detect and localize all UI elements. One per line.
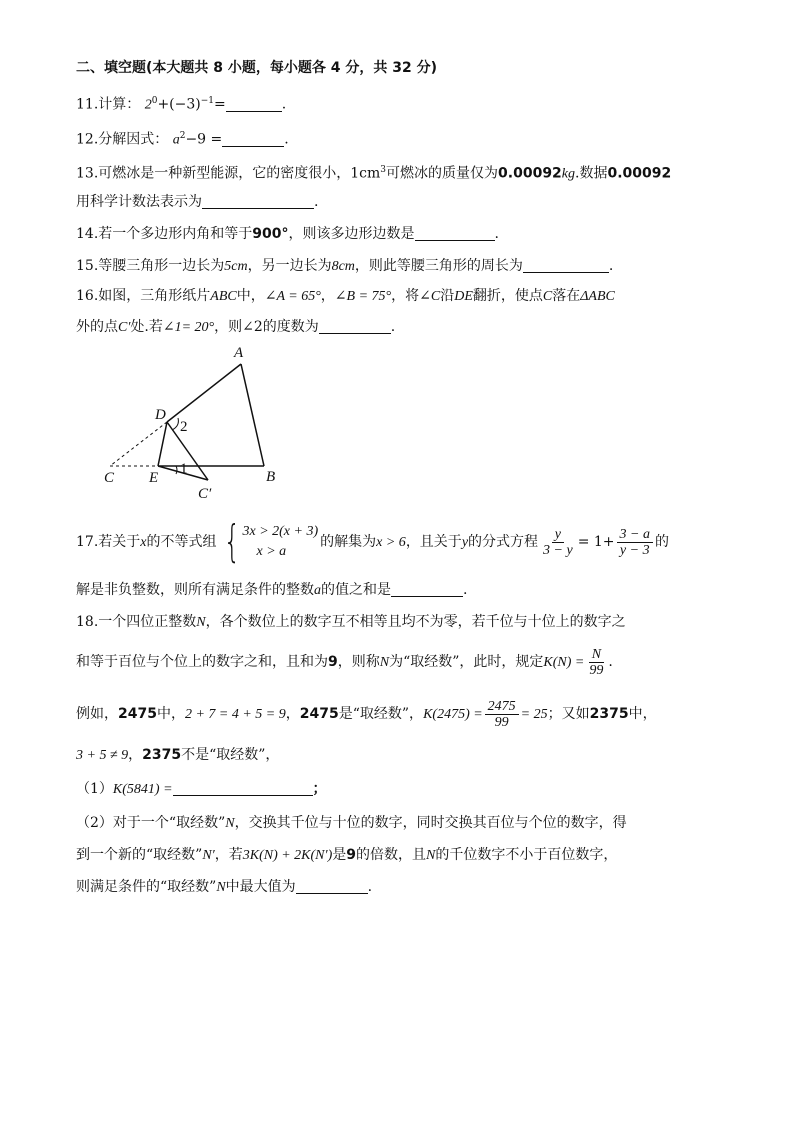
question-16-line2: 外的点C′处.若∠1= 20°，则∠2的度数为 . — [76, 319, 396, 335]
answer-blank-18-2[interactable] — [296, 879, 368, 894]
question-13: 13.可燃冰是一种新型能源，它的密度很小，$1cm^3$可燃冰的质量仅为0.00092kg.数据0.00092 — [76, 165, 672, 182]
question-15: 15.等腰三角形一边长为5cm，另一边长为8cm，则此等腰三角形的周长为 . — [76, 258, 614, 274]
question-18-part2-line3: 则满足条件的“取经数”N中最大值为 . — [76, 879, 373, 895]
label-A: A — [234, 345, 244, 361]
angle-1-arc — [176, 466, 177, 474]
segment-AB — [241, 364, 264, 466]
triangle-figure — [96, 340, 286, 505]
question-18-part2-line2: 到一个新的“取经数”N′，若3K(N) + 2K(N′)是9的倍数，且N的千位数字不小于百位数字， — [76, 847, 618, 863]
segment-DC-dashed — [110, 422, 167, 466]
question-18-part1: （1）K(5841) = ； — [76, 781, 327, 797]
question-14: 14.若一个多边形内角和等于900°，则该多边形边数是 . — [76, 226, 499, 242]
answer-blank-12[interactable] — [222, 132, 284, 147]
question-18-line4: 3 + 5 ≠ 9，2375不是“取经数”， — [76, 747, 280, 763]
answer-blank-14[interactable] — [415, 226, 495, 241]
answer-blank-11[interactable] — [226, 97, 282, 112]
question-16: 16.如图，三角形纸片ABC中，∠A = 65°，∠B = 75°，将∠C沿DE翻折，使点C落在ΔABC — [76, 288, 615, 304]
section-heading: 二、填空题(本大题共 8 小题，每小题各 4 分，共 32 分) — [76, 60, 438, 76]
segment-DE — [158, 422, 167, 466]
label-D: D — [155, 407, 166, 423]
question-12: 12.分解因式： $a^2-9$ = . — [76, 131, 289, 148]
question-18-part2: （2）对于一个“取经数”N，交换其千位与十位的数字，同时交换其百位与个位的数字，得 — [76, 815, 627, 831]
answer-blank-15[interactable] — [523, 258, 609, 273]
question-18: 18.一个四位正整数N，各个数位上的数字互不相等且均不为零，若千位与十位上的数字之 — [76, 614, 626, 630]
question-13-line2: 用科学计数法表示为 . — [76, 194, 319, 210]
question-18-line2: 和等于百位与个位上的数字之和，且和为9，则称N为“取经数”，此时，规定K(N) = $\frac{N}{99}$ . — [76, 646, 613, 678]
answer-blank-16[interactable] — [319, 319, 391, 334]
question-17-line2: 解是非负整数，则所有满足条件的整数a的值之和是 . — [76, 582, 468, 598]
question-18-line3: 例如，2475中，2 + 7 = 4 + 5 = 9，2475是“取经数”，K(2475) = $\frac{2475}{99}$ = 25；又如2375中， — [76, 698, 657, 730]
label-B: B — [266, 469, 276, 485]
answer-blank-17[interactable] — [391, 582, 463, 597]
segment-DCp — [167, 422, 208, 480]
angle-2-arc — [172, 418, 178, 430]
answer-blank-13[interactable] — [202, 194, 314, 209]
label-angle-2: 2 — [180, 419, 188, 435]
label-angle-1: 1 — [180, 461, 188, 477]
label-C-prime: C′ — [198, 486, 212, 502]
segment-AD — [167, 364, 241, 422]
answer-blank-18-1[interactable] — [173, 781, 313, 796]
label-C: C — [104, 470, 115, 486]
label-E: E — [149, 470, 159, 486]
question-17: 17.若关于x的不等式组 { 3x > 2(x + 3) x > a 的解集为x > 6，且关于y的分式方程 $\frac{y}{3 - y}$ = 1+ $\frac{3 - a}{y - 3}$ 的 — [76, 516, 669, 567]
inequality-system: { 3x > 2(x + 3) x > a — [224, 516, 319, 567]
question-11: 11.计算： $2^0+(-3)^{-1}=$ . — [76, 96, 287, 113]
